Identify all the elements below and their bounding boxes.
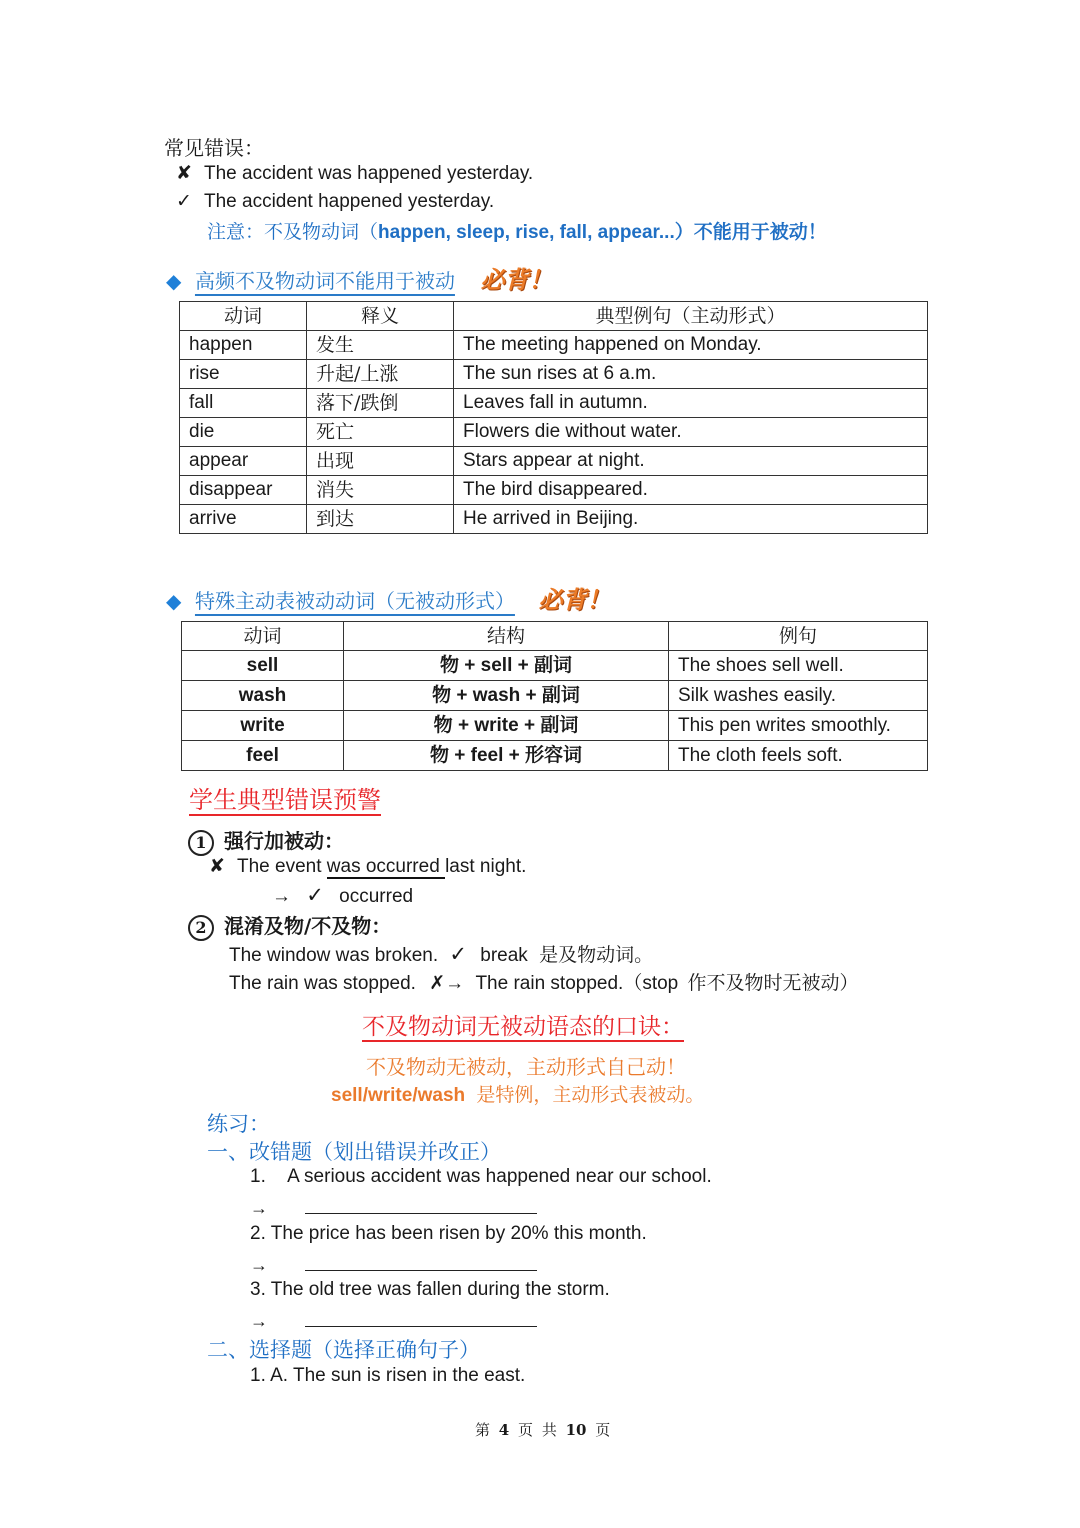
page-number: 4	[498, 1421, 510, 1439]
verb-cell: wash	[182, 681, 344, 711]
answer-line-1[interactable]	[250, 1195, 537, 1219]
example-cell: The bird disappeared.	[454, 476, 928, 505]
verb-cell: rise	[180, 360, 307, 389]
practice-title: 练习：	[207, 1112, 270, 1136]
table-header-row	[182, 622, 928, 651]
right-sentence: The accident happened yesterday.	[204, 191, 495, 212]
warning-item-2-line1: The window was broken. ✓ break 是及物动词。	[229, 943, 654, 966]
warning-item-1	[188, 825, 344, 856]
table-row	[180, 360, 928, 389]
right-example	[176, 190, 494, 213]
note-suffix: ）不能用于被动！	[674, 221, 827, 243]
warning-title: 学生典型错误预警	[189, 786, 381, 814]
table-row	[180, 389, 928, 418]
table-row	[182, 651, 928, 681]
mnemonic-special-words: sell/write/wash	[331, 1085, 466, 1106]
example-cell: The cloth feels soft.	[669, 741, 928, 771]
practice-question-1: 1. A serious accident was happened near our school.	[250, 1166, 712, 1187]
total-pages: 10	[565, 1421, 587, 1439]
wrong-example	[176, 162, 533, 185]
warning-item-2-line2: The rain was stopped. ✗→ The rain stopped.（stop 作不及物时无被动）	[229, 972, 859, 994]
example-cell: Stars appear at night.	[454, 447, 928, 476]
warning-item-1-wrong: ✘ The event was occurred last night.	[209, 856, 527, 877]
answer-line-3[interactable]	[250, 1308, 537, 1332]
arrow-icon: →	[250, 1198, 268, 1218]
section2-heading	[166, 580, 611, 615]
must-memorize-badge: 必背！	[538, 585, 611, 614]
wrong-sentence: The accident was happened yesterday.	[204, 163, 534, 184]
table-row	[182, 741, 928, 771]
header-verb: 动词	[180, 302, 307, 331]
active-passive-verbs-table	[181, 621, 928, 771]
warning-item-1-fix: → ✓ occurred	[272, 884, 414, 907]
verb-cell: arrive	[180, 505, 307, 534]
check-icon: ✓	[449, 943, 467, 966]
cross-icon: ✗	[429, 973, 446, 994]
mnemonic-line-1: 不及物动无被动，主动形式自己动！	[366, 1055, 686, 1079]
table-header-row	[180, 302, 928, 331]
table-row	[180, 418, 928, 447]
section2-title: 特殊主动表被动动词（无被动形式）	[194, 589, 515, 613]
note-words: happen, sleep, rise, fall, appear...	[378, 222, 675, 243]
verb-cell: appear	[180, 447, 307, 476]
verb-cell: fall	[180, 389, 307, 418]
number-2-icon: 2	[188, 915, 214, 941]
diamond-icon: ◆	[166, 271, 182, 293]
table-row	[182, 681, 928, 711]
warning-item-2-title: 混淆及物/不及物：	[224, 914, 392, 938]
example-cell: The shoes sell well.	[669, 651, 928, 681]
verb-cell: sell	[182, 651, 344, 681]
answer-blank[interactable]	[305, 1308, 537, 1327]
meaning-cell: 落下/跌倒	[307, 389, 454, 418]
header-meaning: 释义	[307, 302, 454, 331]
must-memorize-badge: 必背！	[480, 265, 553, 294]
structure-cell: 物 + wash + 副词	[344, 681, 669, 711]
cross-icon: ✘	[209, 856, 225, 877]
table-row	[182, 711, 928, 741]
verb-cell: happen	[180, 331, 307, 360]
intransitive-verbs-table	[179, 301, 928, 534]
verb-cell: write	[182, 711, 344, 741]
example-cell: The meeting happened on Monday.	[454, 331, 928, 360]
arrow-icon: →	[272, 886, 291, 907]
table-row	[180, 331, 928, 360]
meaning-cell: 出现	[307, 447, 454, 476]
arrow-icon: →	[445, 973, 465, 994]
mnemonic-title: 不及物动词无被动语态的口诀：	[362, 1014, 684, 1040]
note-line	[207, 217, 827, 244]
arrow-icon: →	[250, 1255, 268, 1275]
structure-cell: 物 + write + 副词	[344, 711, 669, 741]
table-row	[180, 476, 928, 505]
practice-part1-title: 一、改错题（划出错误并改正）	[207, 1140, 501, 1164]
practice-question-3: 3. The old tree was fallen during the storm.	[250, 1279, 610, 1300]
meaning-cell: 升起/上涨	[307, 360, 454, 389]
verb-cell: disappear	[180, 476, 307, 505]
verb-cell: die	[180, 418, 307, 447]
meaning-cell: 死亡	[307, 418, 454, 447]
answer-line-2[interactable]	[250, 1252, 537, 1276]
meaning-cell: 到达	[307, 505, 454, 534]
example-cell: Silk washes easily.	[669, 681, 928, 711]
practice-part2-title: 二、选择题（选择正确句子）	[207, 1338, 480, 1362]
structure-cell: 物 + feel + 形容词	[344, 741, 669, 771]
answer-blank[interactable]	[305, 1252, 537, 1271]
structure-cell: 物 + sell + 副词	[344, 651, 669, 681]
diamond-icon: ◆	[166, 591, 182, 613]
warning-item-1-title: 强行加被动：	[224, 829, 344, 853]
example-cell: Flowers die without water.	[454, 418, 928, 447]
section1-heading	[166, 260, 553, 295]
practice-part2-question-1: 1. A. The sun is risen in the east.	[250, 1365, 526, 1386]
table-row	[180, 447, 928, 476]
note-prefix: 注意：不及物动词（	[207, 221, 379, 243]
arrow-icon: →	[250, 1311, 268, 1331]
check-icon: ✓	[176, 191, 192, 212]
page-footer: 第 4 页 共 10 页	[475, 1421, 611, 1439]
header-verb: 动词	[182, 622, 344, 651]
practice-question-2: 2. The price has been risen by 20% this month.	[250, 1223, 647, 1244]
example-cell: He arrived in Beijing.	[454, 505, 928, 534]
common-errors-title: 常见错误：	[164, 136, 264, 160]
meaning-cell: 发生	[307, 331, 454, 360]
warning-item-2	[188, 910, 391, 941]
mnemonic-line-2: sell/write/wash 是特例，主动形式表被动。	[331, 1084, 705, 1106]
header-structure: 结构	[344, 622, 669, 651]
example-cell: The sun rises at 6 a.m.	[454, 360, 928, 389]
check-icon: ✓	[306, 884, 324, 907]
answer-blank[interactable]	[305, 1195, 537, 1214]
number-1-icon: 1	[188, 830, 214, 856]
verb-cell: feel	[182, 741, 344, 771]
header-example: 典型例句（主动形式）	[454, 302, 928, 331]
header-example: 例句	[669, 622, 928, 651]
table-row	[180, 505, 928, 534]
cross-icon: ✘	[176, 163, 192, 184]
meaning-cell: 消失	[307, 476, 454, 505]
error-underline: was occurred	[326, 856, 446, 877]
section1-title: 高频不及物动词不能用于被动	[194, 269, 455, 293]
example-cell: This pen writes smoothly.	[669, 711, 928, 741]
example-cell: Leaves fall in autumn.	[454, 389, 928, 418]
